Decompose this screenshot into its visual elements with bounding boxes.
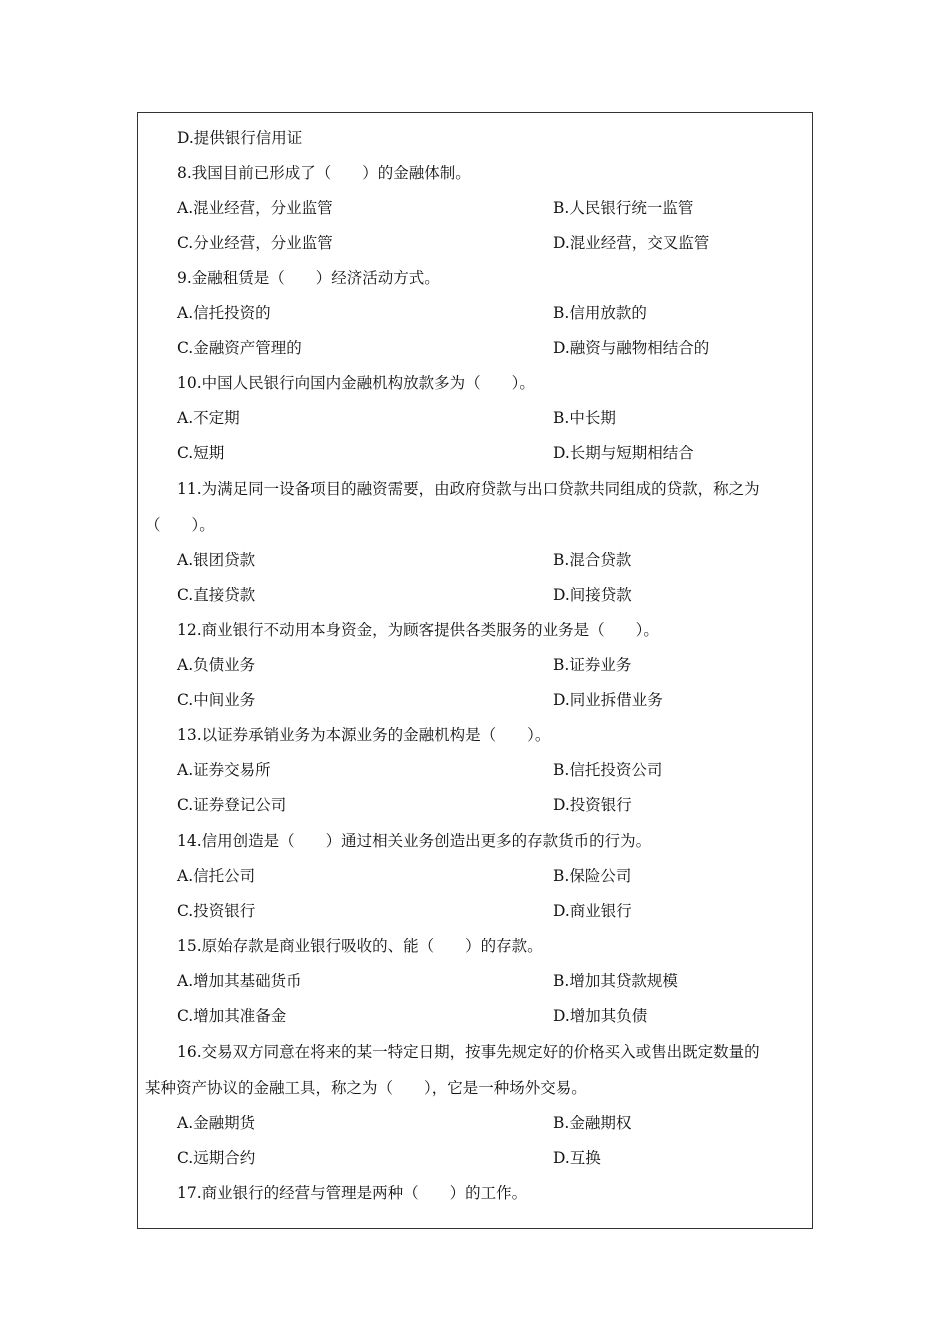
q15-option-d: D.增加其负债 (553, 1007, 648, 1025)
question-13: 13.以证券承销业务为本源业务的金融机构是（ ）。 (177, 726, 551, 744)
q12-option-c: C.中间业务 (177, 691, 256, 709)
q11-option-b: B.混合贷款 (553, 551, 632, 569)
q9-option-a: A.信托投资的 (177, 304, 271, 322)
q8-option-d: D.混业经营，交叉监管 (553, 234, 710, 252)
q14-option-b: B.保险公司 (553, 867, 632, 885)
q13-option-c: C.证券登记公司 (177, 796, 287, 814)
q15-option-b: B.增加其贷款规模 (553, 972, 678, 990)
q10-option-d: D.长期与短期相结合 (553, 444, 694, 462)
question-14: 14.信用创造是（ ）通过相关业务创造出更多的存款货币的行为。 (177, 832, 652, 850)
q15-option-c: C.增加其准备金 (177, 1007, 287, 1025)
q15-option-a: A.增加其基础货币 (177, 972, 302, 990)
q10-option-b: B.中长期 (553, 409, 616, 427)
q8-option-b: B.人民银行统一监管 (553, 199, 694, 217)
question-11: 11.为满足同一设备项目的融资需要，由政府贷款与出口贷款共同组成的贷款，称之为 (177, 480, 760, 498)
q14-option-a: A.信托公司 (177, 867, 256, 885)
top-option: D.提供银行信用证 (177, 129, 303, 147)
question-10: 10.中国人民银行向国内金融机构放款多为（ ）。 (177, 374, 535, 392)
q11-option-d: D.间接贷款 (553, 586, 632, 604)
question-15: 15.原始存款是商业银行吸收的、能（ ）的存款。 (177, 937, 543, 955)
q10-option-c: C.短期 (177, 444, 225, 462)
q12-option-d: D.同业拆借业务 (553, 691, 663, 709)
q13-option-b: B.信托投资公司 (553, 761, 663, 779)
q13-option-a: A.证券交易所 (177, 761, 271, 779)
question-17: 17.商业银行的经营与管理是两种（ ）的工作。 (177, 1184, 528, 1202)
question-9: 9.金融租赁是（ ）经济活动方式。 (177, 269, 440, 287)
q10-option-a: A.不定期 (177, 409, 240, 427)
q14-option-c: C.投资银行 (177, 902, 256, 920)
q14-option-d: D.商业银行 (553, 902, 632, 920)
q11-option-a: A.银团贷款 (177, 551, 256, 569)
q16-option-a: A.金融期货 (177, 1114, 256, 1132)
question-16: 16.交易双方同意在将来的某一特定日期，按事先规定好的价格买入或售出既定数量的 (177, 1043, 760, 1061)
q8-option-c: C.分业经营，分业监管 (177, 234, 333, 252)
q9-option-b: B.信用放款的 (553, 304, 647, 322)
question-8: 8.我国目前已形成了（ ）的金融体制。 (177, 164, 471, 182)
q16-option-c: C.远期合约 (177, 1149, 256, 1167)
q9-option-d: D.融资与融物相结合的 (553, 339, 710, 357)
q16-option-b: B.金融期权 (553, 1114, 632, 1132)
q12-option-a: A.负债业务 (177, 656, 256, 674)
q9-option-c: C.金融资产管理的 (177, 339, 302, 357)
q12-option-b: B.证券业务 (553, 656, 632, 674)
question-16-continued: 某种资产协议的金融工具，称之为（ ），它是一种场外交易。 (145, 1079, 587, 1097)
q8-option-a: A.混业经营，分业监管 (177, 199, 333, 217)
q13-option-d: D.投资银行 (553, 796, 632, 814)
question-12: 12.商业银行不动用本身资金，为顾客提供各类服务的业务是（ ）。 (177, 621, 659, 639)
question-11-continued: （ ）。 (145, 516, 215, 534)
q11-option-c: C.直接贷款 (177, 586, 256, 604)
q16-option-d: D.互换 (553, 1149, 601, 1167)
